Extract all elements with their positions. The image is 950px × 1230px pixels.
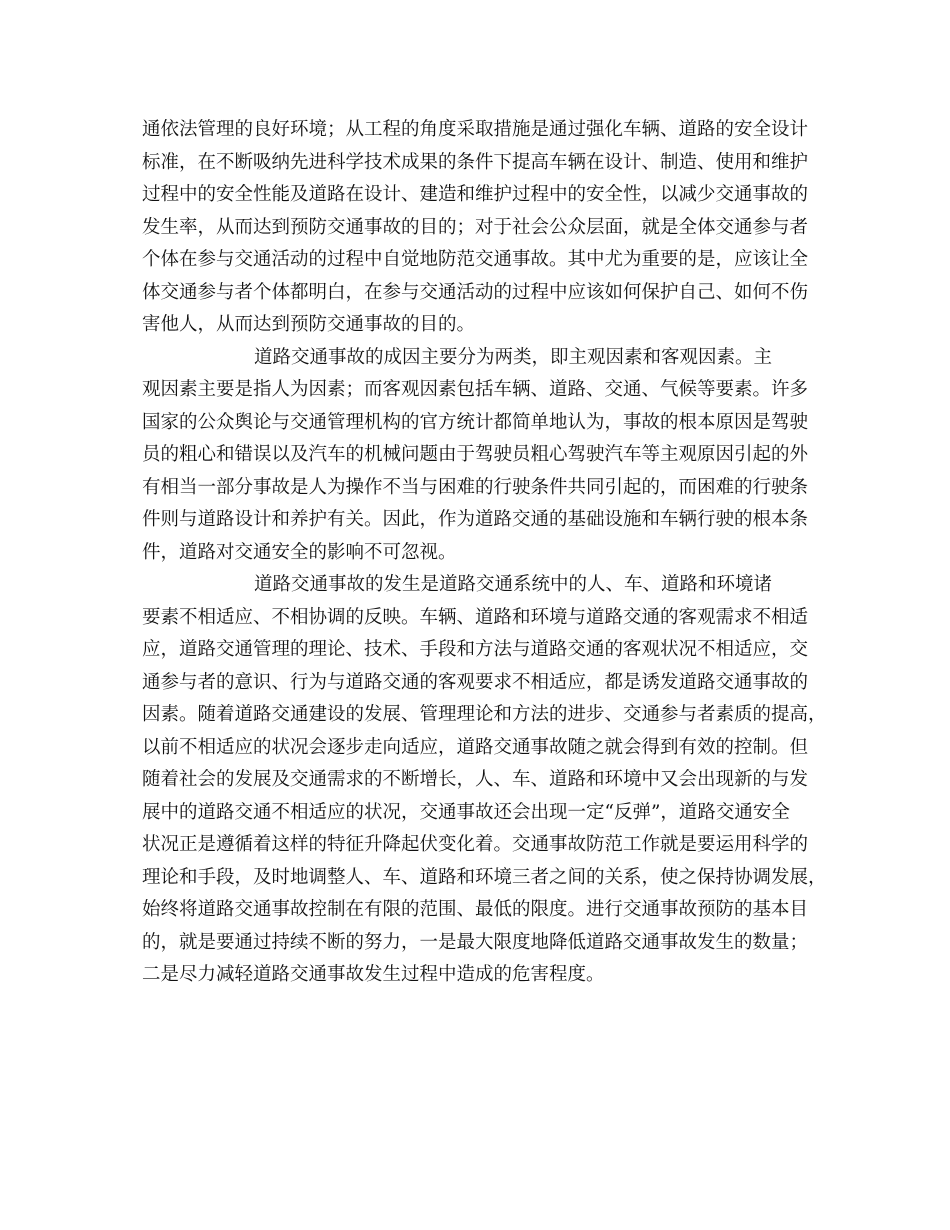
paragraph-line: 二是尽力减轻道路交通事故发生过程中造成的危害程度。 [142,964,605,985]
paragraph-line: 随着社会的发展及交通需求的不断增长，人、车、道路和环境中又会出现新的与发 [142,769,809,790]
paragraph-line: 应，道路交通管理的理论、技术、手段和方法与道路交通的客观状况不相适应，交 [142,639,809,660]
paragraph-line: 害他人，从而达到预防交通事故的目的。 [142,314,476,335]
paragraph-line: 展中的道路交通不相适应的状况，交通事故还会出现一定“反弹”，道路交通安全 [142,801,790,823]
paragraph-line: 体交通参与者个体都明白，在参与交通活动的过程中应该如何保护自己、如何不伤 [142,281,809,303]
document-body [142,114,827,992]
paragraph-line: 因素。随着道路交通建设的发展、管理理论和方法的进步、交通参与者素质的提高， [142,704,827,725]
paragraph-first-line: 道路交通事故的成因主要分为两类，即主观因素和客观因素。主 [254,346,773,368]
paragraph-line: 始终将道路交通事故控制在有限的范围、最低的限度。进行交通事故预防的基本目 [142,899,809,920]
paragraph-line: 员的粗心和错误以及汽车的机械问题由于驾驶员粗心驾驶汽车等主观原因引起的外 [142,444,809,465]
paragraph-line: 通参与者的意识、行为与道路交通的客观要求不相适应，都是诱发道路交通事故的 [142,671,809,693]
paragraph-line: 以前不相适应的状况会逐步走向适应，道路交通事故随之就会得到有效的控制。但 [142,736,809,758]
paragraph-line: 观因素主要是指人为因素；而客观因素包括车辆、道路、交通、气候等要素。许多 [142,379,809,400]
paragraph-line: 理论和手段，及时地调整人、车、道路和环境三者之间的关系，使之保持协调发展， [142,866,827,888]
paragraph-2 [142,342,822,570]
paragraph-line: 标准，在不断吸纳先进科学技术成果的条件下提高车辆在设计、制造、使用和维护 [142,151,809,173]
paragraph-line: 通依法管理的良好环境；从工程的角度采取措施是通过强化车辆、道路的安全设计 [142,119,809,140]
paragraph-line: 的，就是要通过持续不断的努力，一是最大限度地降低道路交通事故发生的数量； [142,931,809,953]
paragraph-line: 件，道路对交通安全的影响不可忽视。 [142,541,457,563]
paragraph-line: 国家的公众舆论与交通管理机构的官方统计都简单地认为，事故的根本原因是驾驶 [142,411,809,433]
paragraph-line: 发生率，从而达到预防交通事故的目的；对于社会公众层面，就是全体交通参与者 [142,216,809,238]
paragraph-line: 要素不相适应、不相协调的反映。车辆、道路和环境与道路交通的客观需求不相适 [142,606,809,628]
paragraph-line: 过程中的安全性能及道路在设计、建造和维护过程中的安全性，以减少交通事故的 [142,184,809,205]
paragraph-first-line: 道路交通事故的发生是道路交通系统中的人、车、道路和环境诸 [254,574,773,595]
paragraph-line: 有相当一部分事故是人为操作不当与困难的行驶条件共同引起的，而困难的行驶条 [142,476,809,498]
paragraph-3 [142,569,827,992]
paragraph-line: 件则与道路设计和养护有关。因此，作为道路交通的基础设施和车辆行驶的根本条 [142,509,809,530]
paragraph-line: 状况正是遵循着这样的特征升降起伏变化着。交通事故防范工作就是要运用科学的 [142,834,809,855]
paragraph-1 [142,114,822,342]
paragraph-line: 个体在参与交通活动的过程中自觉地防范交通事故。其中尤为重要的是，应该让全 [142,249,809,270]
